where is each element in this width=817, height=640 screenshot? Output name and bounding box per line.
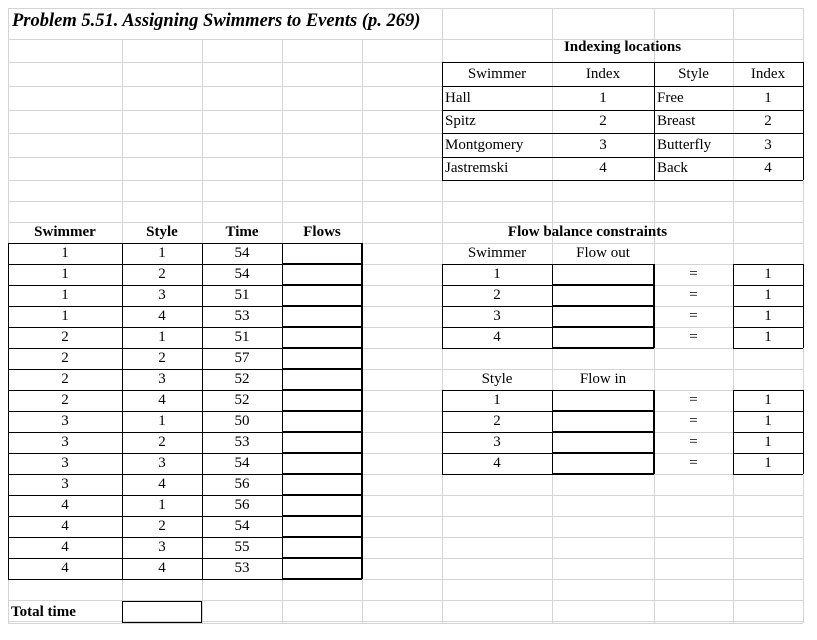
indexing-border [654,133,803,134]
main-table-cell: 4 [61,539,69,555]
indexing-cell: 3 [764,136,772,153]
flow-out-border [442,285,654,286]
rhs-border [733,306,803,307]
flow-input-cell[interactable] [282,369,362,390]
flow-balance-header: Flow balance constraints [507,224,668,240]
flow-out-border [442,264,654,265]
main-table-cell: 2 [158,518,166,534]
flow-in-border [442,453,654,454]
main-table-border [362,243,363,579]
main-table-cell: 56 [234,476,250,492]
main-table-cell: 4 [158,476,166,492]
main-table-cell: 54 [234,266,250,282]
main-table-cell: 53 [234,560,250,576]
flow-out-rhs: 1 [764,266,772,282]
main-table-cell: 2 [61,329,69,345]
flow-out-input-cell[interactable] [552,285,654,306]
rhs-border [803,390,804,474]
indexing-column-header: Index [585,65,621,82]
flow-out-index: 1 [493,266,501,282]
indexing-column-header: Index [750,65,786,82]
main-table-cell: 1 [61,287,69,303]
indexing-border [442,62,803,63]
flow-in-rhs: 1 [764,413,772,429]
flow-input-cell[interactable] [282,432,362,453]
flow-out-label-swimmer: Swimmer [467,245,527,261]
rhs-border [733,390,803,391]
indexing-column-header: Style [678,65,709,82]
flow-in-input-cell[interactable] [552,390,654,411]
main-table-cell: 1 [158,245,166,261]
indexing-header: Indexing locations [563,39,682,55]
indexing-border [803,62,804,180]
flow-input-cell[interactable] [282,495,362,516]
flow-in-border [442,390,654,391]
main-table-cell: 1 [158,497,166,513]
flow-out-border [552,264,553,348]
main-table-cell: 53 [234,434,250,450]
main-table-cell: 2 [158,350,166,366]
rhs-border [803,264,804,348]
main-table-cell: 1 [61,308,69,324]
flow-input-cell[interactable] [282,390,362,411]
flow-in-input-cell[interactable] [552,411,654,432]
main-table-cell: 51 [234,329,250,345]
flow-out-input-cell[interactable] [552,306,654,327]
indexing-border [442,62,443,180]
indexing-cell: Butterfly [657,136,712,153]
indexing-border [654,157,803,158]
flow-input-cell[interactable] [282,453,362,474]
main-table-cell: 3 [158,455,166,471]
indexing-cell: Free [657,89,684,106]
indexing-cell: Montgomery [445,136,524,153]
flow-in-border [442,432,654,433]
flow-out-border [442,348,654,349]
flow-out-border [654,264,655,348]
equals-sign: = [689,413,698,429]
indexing-cell: Spitz [445,113,476,129]
indexing-cell: Back [657,160,688,176]
flow-out-border [442,264,443,348]
equals-sign: = [689,329,698,345]
indexing-border [442,110,654,111]
flow-out-index: 3 [493,308,501,324]
flow-input-cell[interactable] [282,558,362,579]
rhs-border [733,264,734,348]
rhs-border [733,411,803,412]
main-column-header: Time [225,224,259,240]
main-table-cell: 3 [61,476,69,492]
main-table-cell: 1 [61,266,69,282]
main-table-border [202,243,203,579]
indexing-border [654,86,803,87]
flow-in-border [442,390,443,474]
rhs-border [733,432,803,433]
main-table-border [8,243,9,579]
main-table-cell: 55 [234,539,250,555]
main-table-cell: 3 [158,287,166,303]
indexing-cell: 1 [599,89,607,106]
flow-input-cell[interactable] [282,516,362,537]
flow-in-rhs: 1 [764,434,772,450]
main-table-cell: 3 [158,539,166,555]
flow-input-cell[interactable] [282,306,362,327]
rhs-border [733,474,803,475]
gridline [8,623,803,624]
indexing-border [442,180,803,181]
flow-in-border [552,390,553,474]
indexing-border [654,62,655,180]
flow-input-cell[interactable] [282,411,362,432]
main-table-cell: 52 [234,371,250,387]
indexing-cell: Hall [445,89,471,106]
flow-in-border [442,474,654,475]
main-table-cell: 52 [234,392,250,408]
flow-in-index: 4 [493,455,501,471]
main-table-cell: 50 [234,413,250,429]
rhs-border [733,348,803,349]
flow-in-index: 3 [493,434,501,450]
indexing-cell: 1 [764,89,772,106]
flow-input-cell[interactable] [282,348,362,369]
equals-sign: = [689,455,698,471]
flow-input-cell[interactable] [282,243,362,264]
indexing-cell: Jastremski [445,160,509,176]
main-table-cell: 3 [61,413,69,429]
main-table-cell: 4 [158,560,166,576]
main-table-cell: 4 [61,560,69,576]
main-table-cell: 3 [158,371,166,387]
flow-in-border [654,390,655,474]
indexing-column-header: Swimmer [467,65,527,82]
flow-in-label-style: Style [481,371,513,387]
flow-out-label: Flow out [576,245,630,261]
main-table-cell: 4 [61,518,69,534]
indexing-cell: 2 [599,113,607,129]
rhs-border [733,285,803,286]
flow-in-input-cell[interactable] [552,432,654,453]
equals-sign: = [689,308,698,324]
main-table-cell: 51 [234,287,250,303]
main-table-cell: 1 [158,413,166,429]
main-table-cell: 54 [234,518,250,534]
indexing-cell: Breast [657,113,696,129]
flow-in-index: 2 [493,413,501,429]
flow-in-border [442,411,654,412]
flow-input-cell[interactable] [282,264,362,285]
sheet-title: Problem 5.51. Assigning Swimmers to Events (p. 269) [12,10,421,31]
main-table-cell: 4 [158,308,166,324]
flow-in-label: Flow in [579,371,627,387]
main-column-header: Style [146,224,178,240]
total-time-cell[interactable] [122,601,202,623]
rhs-border [733,264,803,265]
main-column-header: Swimmer [34,224,96,240]
main-table-cell: 1 [158,329,166,345]
main-table-cell: 2 [61,371,69,387]
flow-in-rhs: 1 [764,455,772,471]
flow-out-input-cell[interactable] [552,264,654,285]
indexing-cell: 2 [764,113,772,129]
equals-sign: = [689,287,698,303]
main-table-cell: 2 [61,350,69,366]
equals-sign: = [689,392,698,408]
equals-sign: = [689,434,698,450]
main-column-header: Flows [303,224,341,240]
flow-out-rhs: 1 [764,308,772,324]
gridline [8,201,803,202]
main-table-cell: 57 [234,350,250,366]
rhs-border [733,453,803,454]
total-time-label: Total time [11,603,76,620]
flow-out-rhs: 1 [764,287,772,303]
flow-input-cell[interactable] [282,327,362,348]
flow-out-rhs: 1 [764,329,772,345]
flow-out-input-cell[interactable] [552,327,654,348]
flow-in-input-cell[interactable] [552,453,654,474]
indexing-border [442,86,654,87]
flow-out-border [442,327,654,328]
indexing-border [654,110,803,111]
main-table-cell: 53 [234,308,250,324]
equals-sign: = [689,266,698,282]
rhs-border [733,390,734,474]
main-table-cell: 1 [61,245,69,261]
main-table-cell: 2 [158,266,166,282]
flow-input-cell[interactable] [282,537,362,558]
main-table-cell: 4 [158,392,166,408]
main-table-cell: 3 [61,434,69,450]
indexing-cell: 3 [599,136,607,153]
main-table-cell: 2 [61,392,69,408]
main-table-cell: 3 [61,455,69,471]
indexing-border [442,133,654,134]
main-table-border [122,243,123,579]
indexing-cell: 4 [599,160,607,176]
indexing-cell: 4 [764,160,772,176]
main-table-border [8,579,362,580]
main-table-cell: 54 [234,455,250,471]
flow-input-cell[interactable] [282,474,362,495]
main-table-cell: 56 [234,497,250,513]
main-table-cell: 4 [61,497,69,513]
rhs-border [733,327,803,328]
flow-in-rhs: 1 [764,392,772,408]
flow-out-index: 2 [493,287,501,303]
indexing-border [442,157,654,158]
flow-input-cell[interactable] [282,285,362,306]
flow-in-index: 1 [493,392,501,408]
flow-out-index: 4 [493,329,501,345]
main-table-cell: 2 [158,434,166,450]
flow-out-border [442,306,654,307]
main-table-cell: 54 [234,245,250,261]
